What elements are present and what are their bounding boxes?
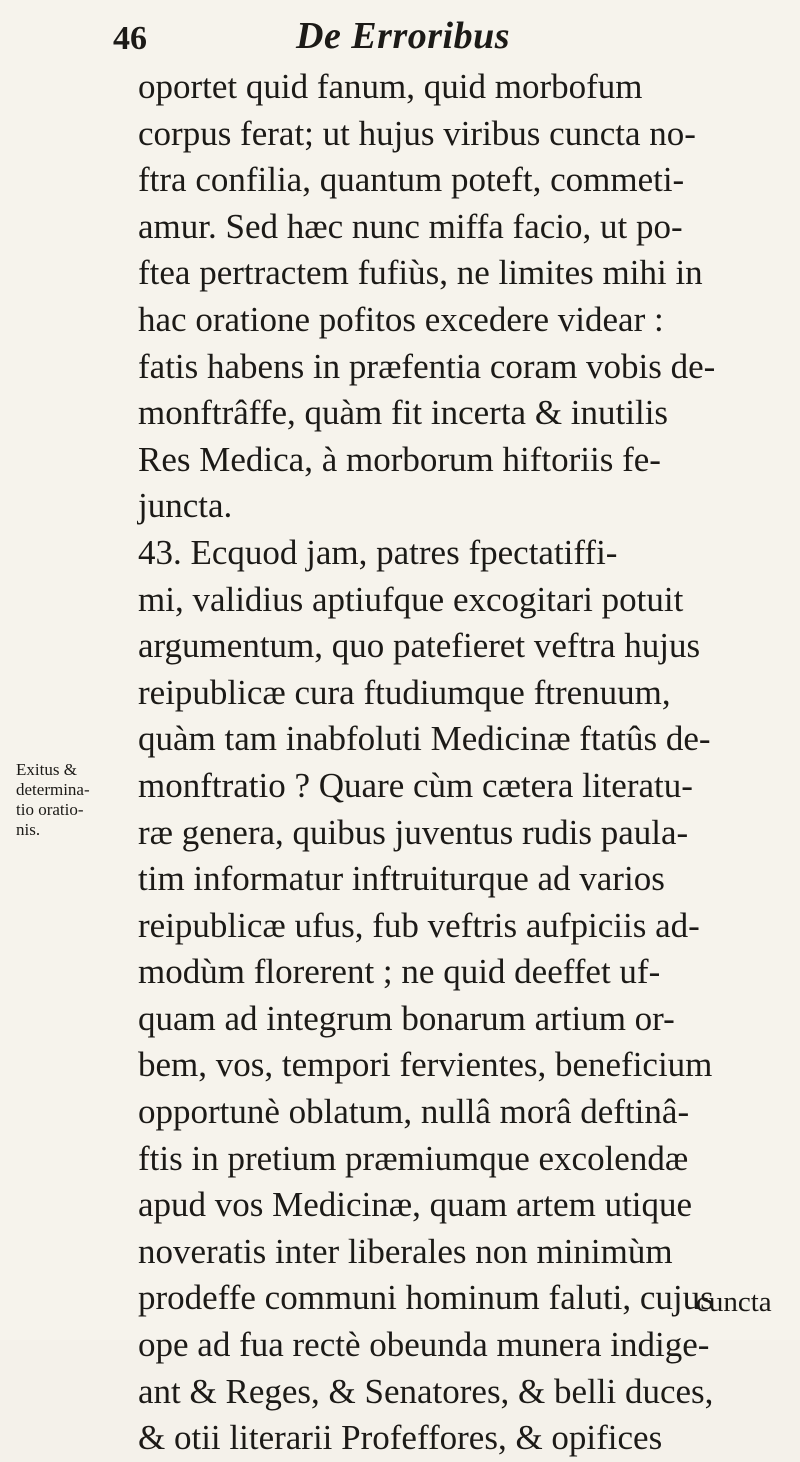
text-line: reipublicæ ufus, fub veftris aufpiciis ad- [138,905,700,945]
text-line: ftra confilia, quantum poteft, commeti- [138,160,685,200]
text-line: ftea pertractem fufiùs, ne limites mihi in [138,253,703,293]
text-line: modùm florerent ; ne quid deeffet uf- [138,952,661,992]
margin-note-line: determina- [16,780,90,799]
text-line: juncta. [138,486,233,526]
text-line: apud vos Medicinæ, quam artem utique [138,1185,693,1225]
body-text [138,64,778,1462]
text-line: corpus ferat; ut hujus viribus cuncta no- [138,113,696,153]
margin-note-line: nis. [16,820,41,839]
text-line: ant & Reges, & Senatores, & belli duces, [138,1371,714,1411]
text-line: quam ad integrum bonarum artium or- [138,998,675,1038]
text-line: monftratio ? Quare cùm cætera literatu- [138,765,693,805]
text-line: argumentum, quo patefieret veftra hujus [138,626,701,666]
catchword: cuncta [696,1286,772,1318]
text-line: hac oratione pofitos excedere videar : [138,299,664,339]
text-line: 43. Ecquod jam, patres fpectatiffi- [138,532,618,572]
page-number: 46 [113,20,147,57]
text-line: reipublicæ cura ftudiumque ftrenuum, [138,672,671,712]
text-line: prodeffe communi hominum faluti, cujus [138,1278,714,1318]
margin-note-line: Exitus & [16,760,77,779]
running-head: De Erroribus [296,15,510,57]
text-line: fatis habens in præfentia coram vobis de- [138,346,716,386]
text-line: noveratis inter liberales non minimùm [138,1231,673,1271]
text-line: monftrâffe, quàm fit incerta & inutilis [138,393,669,433]
text-line: opportunè oblatum, nullâ morâ deftinâ- [138,1092,690,1132]
text-line: Res Medica, à morborum hiftoriis fe- [138,439,661,479]
text-line: ræ genera, quibus juventus rudis paula- [138,812,689,852]
text-line: & otii literarii Profeffores, & opifices [138,1418,663,1458]
text-line: oportet quid fanum, quid morbofum [138,67,643,106]
text-line: mi, validius aptiufque excogitari potuit [138,579,684,619]
text-line: quàm tam inabfoluti Medicinæ ftatûs de- [138,719,711,759]
text-line: tim informatur inftruiturque ad varios [138,859,665,899]
text-line: ope ad fua rectè obeunda munera indige- [138,1325,710,1365]
text-line: amur. Sed hæc nunc miffa facio, ut po- [138,206,683,246]
margin-note-line: tio oratio- [16,800,84,819]
text-line: bem, vos, tempori fervientes, beneficium [138,1045,713,1085]
text-line: ftis in pretium præmiumque excolendæ [138,1138,689,1178]
margin-note [16,760,106,840]
